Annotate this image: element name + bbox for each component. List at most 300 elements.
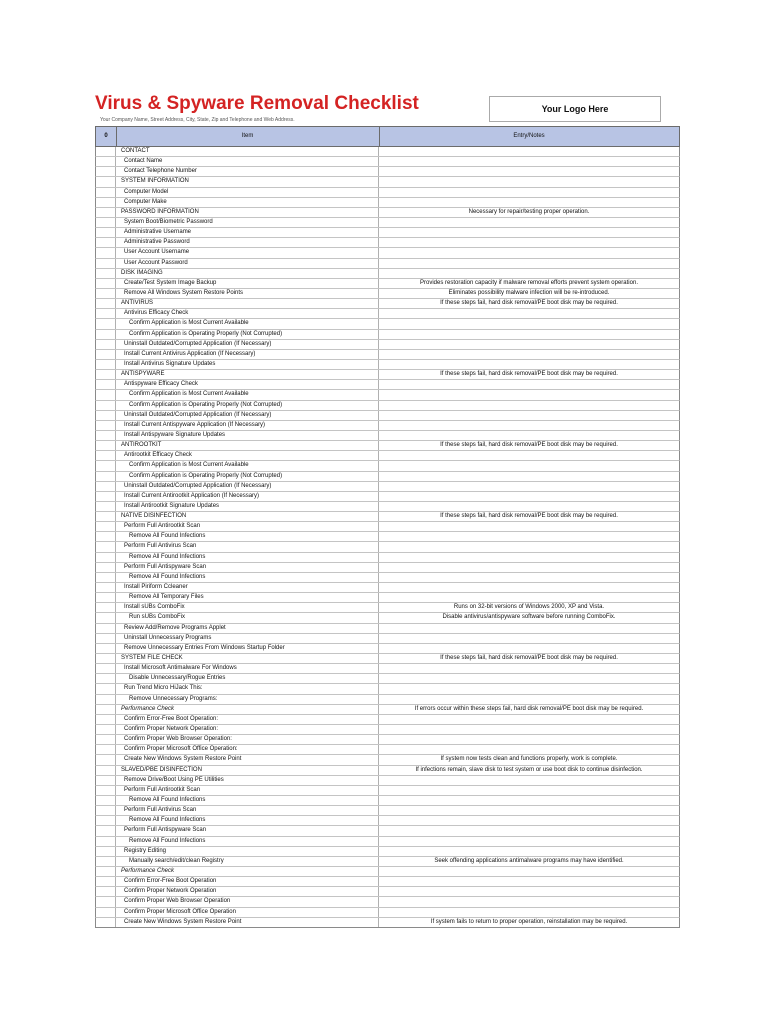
row-notes-cell[interactable] — [379, 157, 679, 166]
row-item-cell: SLAVED/PBE DISINFECTION — [116, 766, 379, 775]
table-header — [95, 126, 680, 147]
row-item-cell: Create New Windows System Restore Point — [116, 755, 379, 764]
table-row — [95, 684, 680, 694]
row-item-cell: Perform Full Antivirus Scan — [116, 806, 379, 815]
row-notes-cell[interactable] — [379, 472, 679, 481]
table-row — [95, 532, 680, 542]
row-id-cell — [96, 908, 116, 917]
table-row — [95, 177, 680, 187]
row-notes-cell[interactable]: Runs on 32-bit versions of Windows 2000, XP and Vista. — [453, 604, 605, 611]
row-item-cell: Perform Full Antispyware Scan — [116, 563, 379, 572]
table-row — [95, 867, 680, 877]
row-id-cell — [96, 360, 116, 369]
row-id-cell — [96, 806, 116, 815]
row-id-cell — [96, 624, 116, 633]
row-notes-cell[interactable] — [379, 461, 679, 470]
table-row — [95, 502, 680, 512]
table-row — [95, 725, 680, 735]
row-item-cell: Review Add/Remove Programs Applet — [116, 624, 379, 633]
table-row — [95, 563, 680, 573]
table-row — [95, 431, 680, 441]
row-id-cell — [96, 897, 116, 906]
row-item-cell: Administrative Password — [116, 238, 379, 247]
row-item-cell: Confirm Application is Most Current Available — [116, 461, 379, 470]
row-notes-cell[interactable]: If these steps fail, hard disk removal/PE boot disk may be required. — [440, 442, 618, 449]
row-item-cell: Remove All Found Infections — [116, 837, 379, 846]
row-id-cell — [96, 573, 116, 582]
table-row — [95, 918, 680, 928]
table-row — [95, 857, 680, 867]
row-notes-cell[interactable] — [379, 238, 679, 247]
row-id-cell — [96, 248, 116, 257]
row-item-cell: Administrative Username — [116, 228, 379, 237]
row-item-cell: Confirm Application is Most Current Available — [116, 319, 379, 328]
row-item-cell: SYSTEM FILE CHECK — [116, 654, 379, 663]
row-item-cell: Confirm Proper Network Operation — [116, 887, 379, 896]
row-id-cell — [96, 147, 116, 156]
table-row — [95, 542, 680, 552]
table-row — [95, 735, 680, 745]
row-notes-cell[interactable] — [379, 431, 679, 440]
row-notes-cell[interactable]: If system now tests clean and functions properly, work is complete. — [440, 756, 618, 763]
row-notes-cell[interactable] — [379, 380, 679, 389]
row-item-cell: Create New Windows System Restore Point — [116, 918, 379, 927]
row-notes-cell[interactable] — [379, 695, 679, 704]
row-id-cell — [96, 796, 116, 805]
row-notes-cell[interactable] — [379, 624, 679, 633]
row-item-cell: Confirm Proper Microsoft Office Operation — [116, 908, 379, 917]
row-id-cell — [96, 299, 116, 308]
row-item-cell: CONTACT — [116, 147, 379, 156]
row-notes-cell[interactable] — [379, 542, 679, 551]
header-notes: Entry/Notes — [513, 133, 545, 139]
row-id-cell — [96, 603, 116, 612]
logo-placeholder: Your Logo Here — [489, 96, 661, 122]
row-item-cell: Antirootkit Efficacy Check — [116, 451, 379, 460]
row-notes-cell[interactable] — [379, 177, 679, 186]
row-id-cell — [96, 472, 116, 481]
table-row — [95, 157, 680, 167]
row-notes-cell[interactable] — [379, 867, 679, 876]
row-notes-cell[interactable] — [379, 482, 679, 491]
row-notes-cell[interactable] — [379, 776, 679, 785]
row-id-cell — [96, 319, 116, 328]
row-notes-cell[interactable] — [379, 522, 679, 531]
row-item-cell: Install sUBs ComboFix — [116, 603, 379, 612]
row-id-cell — [96, 857, 116, 866]
table-row — [95, 786, 680, 796]
row-id-cell — [96, 390, 116, 399]
row-id-cell — [96, 755, 116, 764]
row-id-cell — [96, 380, 116, 389]
row-item-cell: Confirm Error-Free Boot Operation — [116, 877, 379, 886]
row-notes-cell[interactable] — [379, 188, 679, 197]
row-item-cell: Remove All Found Infections — [116, 816, 379, 825]
row-notes-cell[interactable] — [379, 421, 679, 430]
row-item-cell: Confirm Proper Microsoft Office Operation: — [116, 745, 379, 754]
row-item-cell: Remove Drive/Boot Using PE Utilities — [116, 776, 379, 785]
row-notes-cell[interactable] — [379, 806, 679, 815]
row-id-cell — [96, 776, 116, 785]
row-id-cell — [96, 167, 116, 176]
row-id-cell — [96, 684, 116, 693]
row-item-cell: Perform Full Antirootkit Scan — [116, 522, 379, 531]
row-item-cell: Remove All Found Infections — [116, 553, 379, 562]
row-item-cell: Contact Telephone Number — [116, 167, 379, 176]
row-notes-cell[interactable] — [379, 401, 679, 410]
row-item-cell: Uninstall Outdated/Corrupted Application (If Necessary) — [116, 482, 379, 491]
row-notes-cell[interactable] — [379, 147, 679, 156]
row-id-cell — [96, 634, 116, 643]
table-row — [95, 208, 680, 218]
row-notes-cell[interactable]: Eliminates possibility malware infection will be re-introduced. — [448, 289, 610, 296]
row-item-cell: Confirm Application is Operating Properly (Not Corrupted) — [116, 330, 379, 339]
row-item-cell: ANTIROOTKIT — [116, 441, 379, 450]
row-item-cell: Install Piriform Ccleaner — [116, 583, 379, 592]
table-row — [95, 421, 680, 431]
table-row — [95, 390, 680, 400]
table-row — [95, 674, 680, 684]
table-row — [95, 228, 680, 238]
row-id-cell — [96, 766, 116, 775]
table-row — [95, 299, 680, 309]
row-id-cell — [96, 725, 116, 734]
row-item-cell: Perform Full Antivirus Scan — [116, 542, 379, 551]
table-row — [95, 461, 680, 471]
row-item-cell: Disable Unnecessary/Rogue Entries — [116, 674, 379, 683]
row-item-cell: Contact Name — [116, 157, 379, 166]
row-notes-cell[interactable]: Provides restoration capacity if malware removal efforts prevent system operation. — [420, 279, 638, 286]
row-notes-cell[interactable] — [379, 502, 679, 511]
row-notes-cell[interactable] — [379, 259, 679, 268]
row-notes-cell[interactable] — [379, 634, 679, 643]
row-item-cell: Performance Check — [116, 867, 379, 876]
row-notes-cell[interactable]: Seek offending applications antimalware programs may have identified. — [434, 857, 624, 864]
table-row — [95, 198, 680, 208]
table-row — [95, 847, 680, 857]
row-id-cell — [96, 918, 116, 927]
row-item-cell: Remove All Found Infections — [116, 573, 379, 582]
row-id-cell — [96, 198, 116, 207]
table-row — [95, 269, 680, 279]
row-notes-cell[interactable]: Necessary for repair/testing proper operation. — [468, 208, 590, 215]
row-notes-cell[interactable] — [379, 816, 679, 825]
table-row — [95, 218, 680, 228]
table-row — [95, 441, 680, 451]
row-id-cell — [96, 695, 116, 704]
row-notes-cell[interactable] — [379, 745, 679, 754]
row-id-cell — [96, 350, 116, 359]
row-item-cell: Antivirus Efficacy Check — [116, 309, 379, 318]
row-id-cell — [96, 887, 116, 896]
row-id-cell — [96, 786, 116, 795]
company-address-line: Your Company Name, Street Address, City, State, Zip and Telephone and Web Address. — [100, 117, 295, 123]
row-item-cell: Confirm Proper Web Browser Operation — [116, 897, 379, 906]
row-notes-cell[interactable] — [379, 492, 679, 501]
row-notes-cell[interactable] — [379, 644, 679, 653]
row-notes-cell[interactable] — [379, 218, 679, 227]
row-id-cell — [96, 309, 116, 318]
row-notes-cell[interactable] — [379, 390, 679, 399]
row-item-cell: Manually search/edit/clean Registry — [116, 857, 379, 866]
row-id-cell — [96, 279, 116, 288]
row-item-cell: Create/Test System Image Backup — [116, 279, 379, 288]
row-item-cell: Uninstall Unnecessary Programs — [116, 634, 379, 643]
row-id-cell — [96, 289, 116, 298]
table-row — [95, 766, 680, 776]
row-notes-cell[interactable]: If these steps fail, hard disk removal/PE boot disk may be required. — [440, 655, 618, 662]
row-item-cell: ANTIVIRUS — [116, 299, 379, 308]
row-id-cell — [96, 218, 116, 227]
row-id-cell — [96, 613, 116, 622]
row-notes-cell[interactable] — [379, 826, 679, 835]
row-item-cell: Install Antispyware Signature Updates — [116, 431, 379, 440]
row-notes-cell[interactable] — [379, 269, 679, 278]
row-item-cell: Remove All Windows System Restore Points — [116, 289, 379, 298]
table-row — [95, 664, 680, 674]
row-notes-cell[interactable]: Disable antivirus/antispyware software before running ComboFix. — [442, 614, 616, 621]
row-notes-cell[interactable]: If these steps fail, hard disk removal/PE boot disk may be required. — [440, 513, 618, 520]
row-item-cell: User Account Password — [116, 259, 379, 268]
table-row — [95, 644, 680, 654]
row-notes-cell[interactable] — [379, 908, 679, 917]
row-item-cell: Confirm Application is Operating Properly (Not Corrupted) — [116, 472, 379, 481]
row-notes-cell[interactable] — [379, 532, 679, 541]
row-id-cell — [96, 370, 116, 379]
table-row — [95, 340, 680, 350]
row-item-cell: Remove All Found Infections — [116, 532, 379, 541]
row-notes-cell[interactable] — [379, 198, 679, 207]
table-row — [95, 522, 680, 532]
row-item-cell: Remove Unnecessary Programs: — [116, 695, 379, 704]
row-item-cell: Install Antivirus Signature Updates — [116, 360, 379, 369]
header-id: 0 — [96, 127, 117, 146]
table-row — [95, 573, 680, 583]
row-id-cell — [96, 411, 116, 420]
row-item-cell: ANTISPYWARE — [116, 370, 379, 379]
table-row — [95, 289, 680, 299]
row-notes-cell[interactable] — [379, 786, 679, 795]
table-row — [95, 279, 680, 289]
row-notes-cell[interactable] — [379, 796, 679, 805]
row-notes-cell[interactable] — [379, 583, 679, 592]
row-notes-cell[interactable] — [379, 674, 679, 683]
row-item-cell: System Boot/Biometric Password — [116, 218, 379, 227]
row-item-cell: Remove All Found Infections — [116, 796, 379, 805]
table-row — [95, 492, 680, 502]
table-row — [95, 248, 680, 258]
row-notes-cell[interactable]: If these steps fail, hard disk removal/PE boot disk may be required. — [440, 371, 618, 378]
row-id-cell — [96, 532, 116, 541]
row-notes-cell[interactable] — [379, 837, 679, 846]
row-id-cell — [96, 441, 116, 450]
row-notes-cell[interactable] — [379, 563, 679, 572]
row-notes-cell[interactable] — [379, 877, 679, 886]
page-title: Virus & Spyware Removal Checklist — [95, 93, 419, 114]
row-item-cell: Uninstall Outdated/Corrupted Application (If Necessary) — [116, 411, 379, 420]
row-notes-cell[interactable] — [379, 684, 679, 693]
row-notes-cell[interactable] — [379, 330, 679, 339]
row-item-cell: Computer Model — [116, 188, 379, 197]
row-id-cell — [96, 482, 116, 491]
row-id-cell — [96, 644, 116, 653]
row-item-cell: Remove All Temporary Files — [116, 593, 379, 602]
row-id-cell — [96, 877, 116, 886]
row-id-cell — [96, 674, 116, 683]
row-id-cell — [96, 502, 116, 511]
row-notes-cell[interactable] — [379, 340, 679, 349]
row-id-cell — [96, 542, 116, 551]
table-row — [95, 167, 680, 177]
table-row — [95, 360, 680, 370]
row-id-cell — [96, 512, 116, 521]
row-id-cell — [96, 735, 116, 744]
row-notes-cell[interactable] — [379, 573, 679, 582]
row-id-cell — [96, 340, 116, 349]
row-id-cell — [96, 816, 116, 825]
row-notes-cell[interactable]: If infections remain, slave disk to test system or use boot disk to continue disinfection. — [415, 766, 643, 773]
row-item-cell: PASSWORD INFORMATION — [116, 208, 379, 217]
row-notes-cell[interactable] — [379, 350, 679, 359]
table-row — [95, 624, 680, 634]
table-row — [95, 380, 680, 390]
table-row — [95, 705, 680, 715]
row-id-cell — [96, 563, 116, 572]
table-row — [95, 897, 680, 907]
row-item-cell: Performance Check — [116, 705, 379, 714]
row-id-cell — [96, 654, 116, 663]
row-id-cell — [96, 867, 116, 876]
row-notes-cell[interactable] — [379, 887, 679, 896]
row-notes-cell[interactable] — [379, 451, 679, 460]
row-notes-cell[interactable] — [379, 309, 679, 318]
row-notes-cell[interactable] — [379, 360, 679, 369]
table-row — [95, 816, 680, 826]
table-row — [95, 755, 680, 765]
row-notes-cell[interactable] — [379, 248, 679, 257]
table-row — [95, 715, 680, 725]
table-row — [95, 147, 680, 157]
table-row — [95, 350, 680, 360]
table-row — [95, 482, 680, 492]
row-item-cell: DISK IMAGING — [116, 269, 379, 278]
row-item-cell: User Account Username — [116, 248, 379, 257]
row-notes-cell[interactable] — [379, 715, 679, 724]
row-id-cell — [96, 461, 116, 470]
row-item-cell: Registry Editing — [116, 847, 379, 856]
row-item-cell: Perform Full Antispyware Scan — [116, 826, 379, 835]
row-notes-cell[interactable] — [379, 725, 679, 734]
row-notes-cell[interactable]: If these steps fail, hard disk removal/PE boot disk may be required. — [440, 300, 618, 307]
header-item: Item — [116, 127, 380, 146]
row-item-cell: Run Trend Micro HiJack This: — [116, 684, 379, 693]
row-item-cell: Run sUBs ComboFix — [116, 613, 379, 622]
row-item-cell: Install Microsoft Antimalware For Windows — [116, 664, 379, 673]
table-row — [95, 259, 680, 269]
row-id-cell — [96, 492, 116, 501]
table-row — [95, 826, 680, 836]
row-notes-cell[interactable] — [379, 897, 679, 906]
row-notes-cell[interactable] — [379, 319, 679, 328]
table-row — [95, 330, 680, 340]
table-row — [95, 370, 680, 380]
row-notes-cell[interactable] — [379, 593, 679, 602]
table-row — [95, 634, 680, 644]
row-item-cell: Perform Full Antirootkit Scan — [116, 786, 379, 795]
row-notes-cell[interactable] — [379, 228, 679, 237]
table-row — [95, 451, 680, 461]
row-item-cell: Confirm Application is Most Current Available — [116, 390, 379, 399]
table-row — [95, 613, 680, 623]
row-item-cell: Install Current Antirootkit Application (If Necessary) — [116, 492, 379, 501]
row-item-cell: Computer Make — [116, 198, 379, 207]
table-row — [95, 583, 680, 593]
row-notes-cell[interactable] — [379, 735, 679, 744]
row-notes-cell[interactable] — [379, 167, 679, 176]
row-id-cell — [96, 157, 116, 166]
table-row — [95, 553, 680, 563]
table-row — [95, 593, 680, 603]
row-item-cell: Uninstall Outdated/Corrupted Application (If Necessary) — [116, 340, 379, 349]
table-row — [95, 472, 680, 482]
table-row — [95, 309, 680, 319]
table-row — [95, 319, 680, 329]
table-row — [95, 188, 680, 198]
row-id-cell — [96, 583, 116, 592]
row-item-cell: Install Current Antivirus Application (If Necessary) — [116, 350, 379, 359]
table-row — [95, 401, 680, 411]
row-id-cell — [96, 259, 116, 268]
table-row — [95, 238, 680, 248]
table-row — [95, 512, 680, 522]
row-id-cell — [96, 330, 116, 339]
row-id-cell — [96, 553, 116, 562]
row-id-cell — [96, 745, 116, 754]
table-row — [95, 887, 680, 897]
row-notes-cell[interactable]: If errors occur within these steps fail, hard disk removal/PE boot disk may be required. — [414, 705, 644, 712]
table-row — [95, 796, 680, 806]
row-item-cell: Confirm Proper Network Operation: — [116, 725, 379, 734]
row-id-cell — [96, 522, 116, 531]
table-row — [95, 776, 680, 786]
table-row — [95, 837, 680, 847]
row-id-cell — [96, 593, 116, 602]
row-item-cell: Install Antirootkit Signature Updates — [116, 502, 379, 511]
row-item-cell: Confirm Proper Web Browser Operation: — [116, 735, 379, 744]
row-item-cell: Confirm Application is Operating Properly (Not Corrupted) — [116, 401, 379, 410]
table-row — [95, 877, 680, 887]
row-id-cell — [96, 847, 116, 856]
table-row — [95, 806, 680, 816]
row-item-cell: Confirm Error-Free Boot Operation: — [116, 715, 379, 724]
row-notes-cell[interactable] — [379, 664, 679, 673]
row-id-cell — [96, 451, 116, 460]
row-id-cell — [96, 421, 116, 430]
row-id-cell — [96, 837, 116, 846]
table-row — [95, 908, 680, 918]
row-item-cell: NATIVE DISINFECTION — [116, 512, 379, 521]
table-body — [95, 147, 680, 928]
table-row — [95, 745, 680, 755]
row-id-cell — [96, 208, 116, 217]
table-row — [95, 411, 680, 421]
row-notes-cell[interactable] — [379, 553, 679, 562]
row-notes-cell[interactable] — [379, 847, 679, 856]
row-id-cell — [96, 269, 116, 278]
row-notes-cell[interactable] — [379, 411, 679, 420]
row-notes-cell[interactable]: If system fails to return to proper operation, reinstallation may be required. — [430, 918, 628, 925]
row-id-cell — [96, 228, 116, 237]
